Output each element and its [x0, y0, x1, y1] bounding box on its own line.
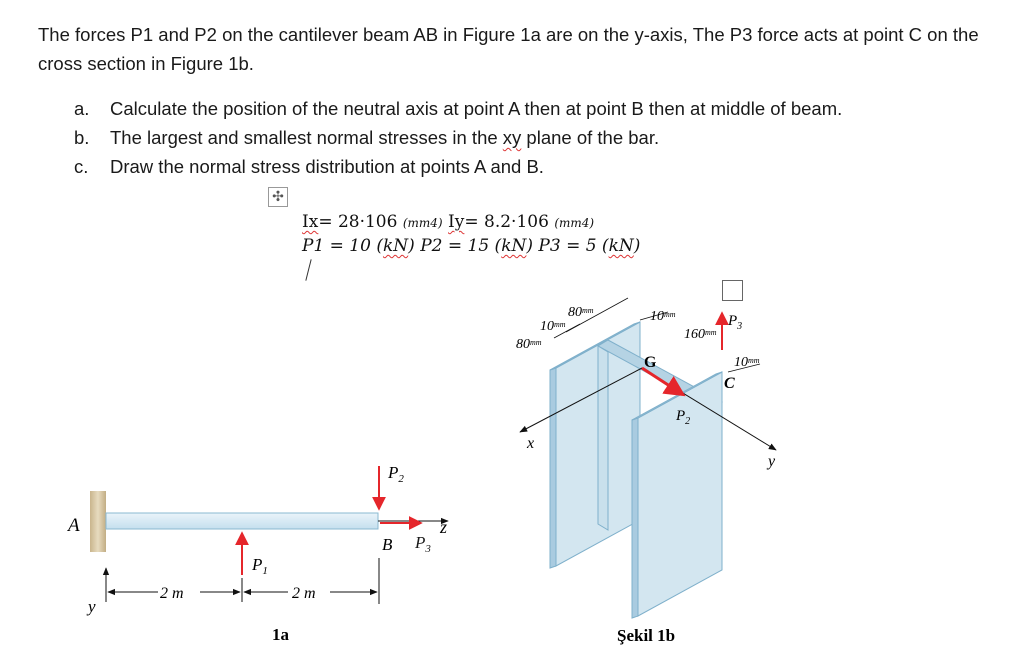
dim-label-left: 2 m: [160, 585, 184, 602]
force-p1-label: $P_1$: [252, 555, 268, 577]
y-axis-label: y: [768, 453, 776, 470]
figure-1a-caption: 1a: [272, 625, 289, 644]
p1-text: P1 = 10 (: [302, 236, 383, 256]
p2-unit: kN: [501, 236, 527, 256]
dim-label-160: $160^{mm}$: [684, 327, 717, 342]
move-handle-icon[interactable]: ✣: [268, 187, 288, 207]
ix-value: = 28·106: [318, 212, 398, 232]
y-axis-label: y: [88, 597, 96, 616]
ix-label: Ix: [302, 212, 319, 232]
spellcheck-word[interactable]: xy: [502, 127, 522, 148]
p1-unit: kN: [382, 236, 409, 256]
point-c-label: C: [724, 375, 735, 392]
dim-label-10-web: $10^{mm}$: [650, 309, 676, 324]
task-marker: a.: [74, 98, 90, 119]
task-text-post: plane of the bar.: [521, 127, 660, 148]
force-p3-label: $P_3$: [415, 533, 431, 555]
task-marker: c.: [74, 156, 89, 177]
task-text: Calculate the position of the neutral axis at point A then at point B then at middle of beam.: [110, 98, 843, 119]
dim-label-right: 2 m: [292, 585, 316, 602]
point-g-label: G: [644, 354, 657, 371]
task-text: Draw the normal stress distribution at points A and B.: [110, 156, 544, 177]
ix-unit: (mm4): [402, 216, 443, 230]
web-side: [598, 346, 608, 530]
point-b-label: B: [382, 535, 393, 554]
figure-1b-caption: Şekil 1b: [617, 626, 676, 645]
close-paren: ): [633, 236, 641, 256]
left-flange-edge: [550, 368, 556, 568]
x-axis-label: x: [527, 435, 535, 452]
dim-label-80-left: $80^{mm}$: [516, 337, 542, 352]
iy-unit: (mm4): [554, 216, 595, 230]
p3-unit: kN: [608, 236, 634, 256]
p3-text: ) P3 = 5 (: [526, 236, 609, 256]
figure-1b: [516, 298, 776, 645]
iy-value: = 8.2·106: [464, 212, 549, 232]
force-p2-label: $P_2$: [676, 408, 691, 427]
task-text-pre: The largest and smallest normal stresses in the: [110, 127, 503, 148]
force-p2-label: $P_2$: [388, 463, 404, 485]
right-flange-edge: [632, 418, 638, 618]
dim-label-10-right: $10^{mm}$: [734, 355, 760, 370]
task-marker: b.: [74, 127, 90, 148]
figure-1a: [66, 463, 448, 644]
p2-text: ) P2 = 15 (: [408, 236, 502, 256]
iy-label: Iy: [448, 212, 465, 232]
problem-intro: The forces P1 and P2 on the cantilever beam AB in Figure 1a are on the y-axis, The P3 force acts at point C on the cross section in Figure 1b.: [38, 24, 979, 74]
cantilever-beam: [106, 513, 378, 529]
dim-label-10-flange: $10^{mm}$: [540, 319, 566, 334]
point-a-label: A: [68, 515, 80, 536]
force-p3-label: $P_3$: [728, 313, 743, 332]
dim-label-80-top: $80^{mm}$: [568, 305, 594, 320]
fixed-support-wall: [90, 491, 106, 552]
z-axis-label: z: [440, 517, 448, 537]
